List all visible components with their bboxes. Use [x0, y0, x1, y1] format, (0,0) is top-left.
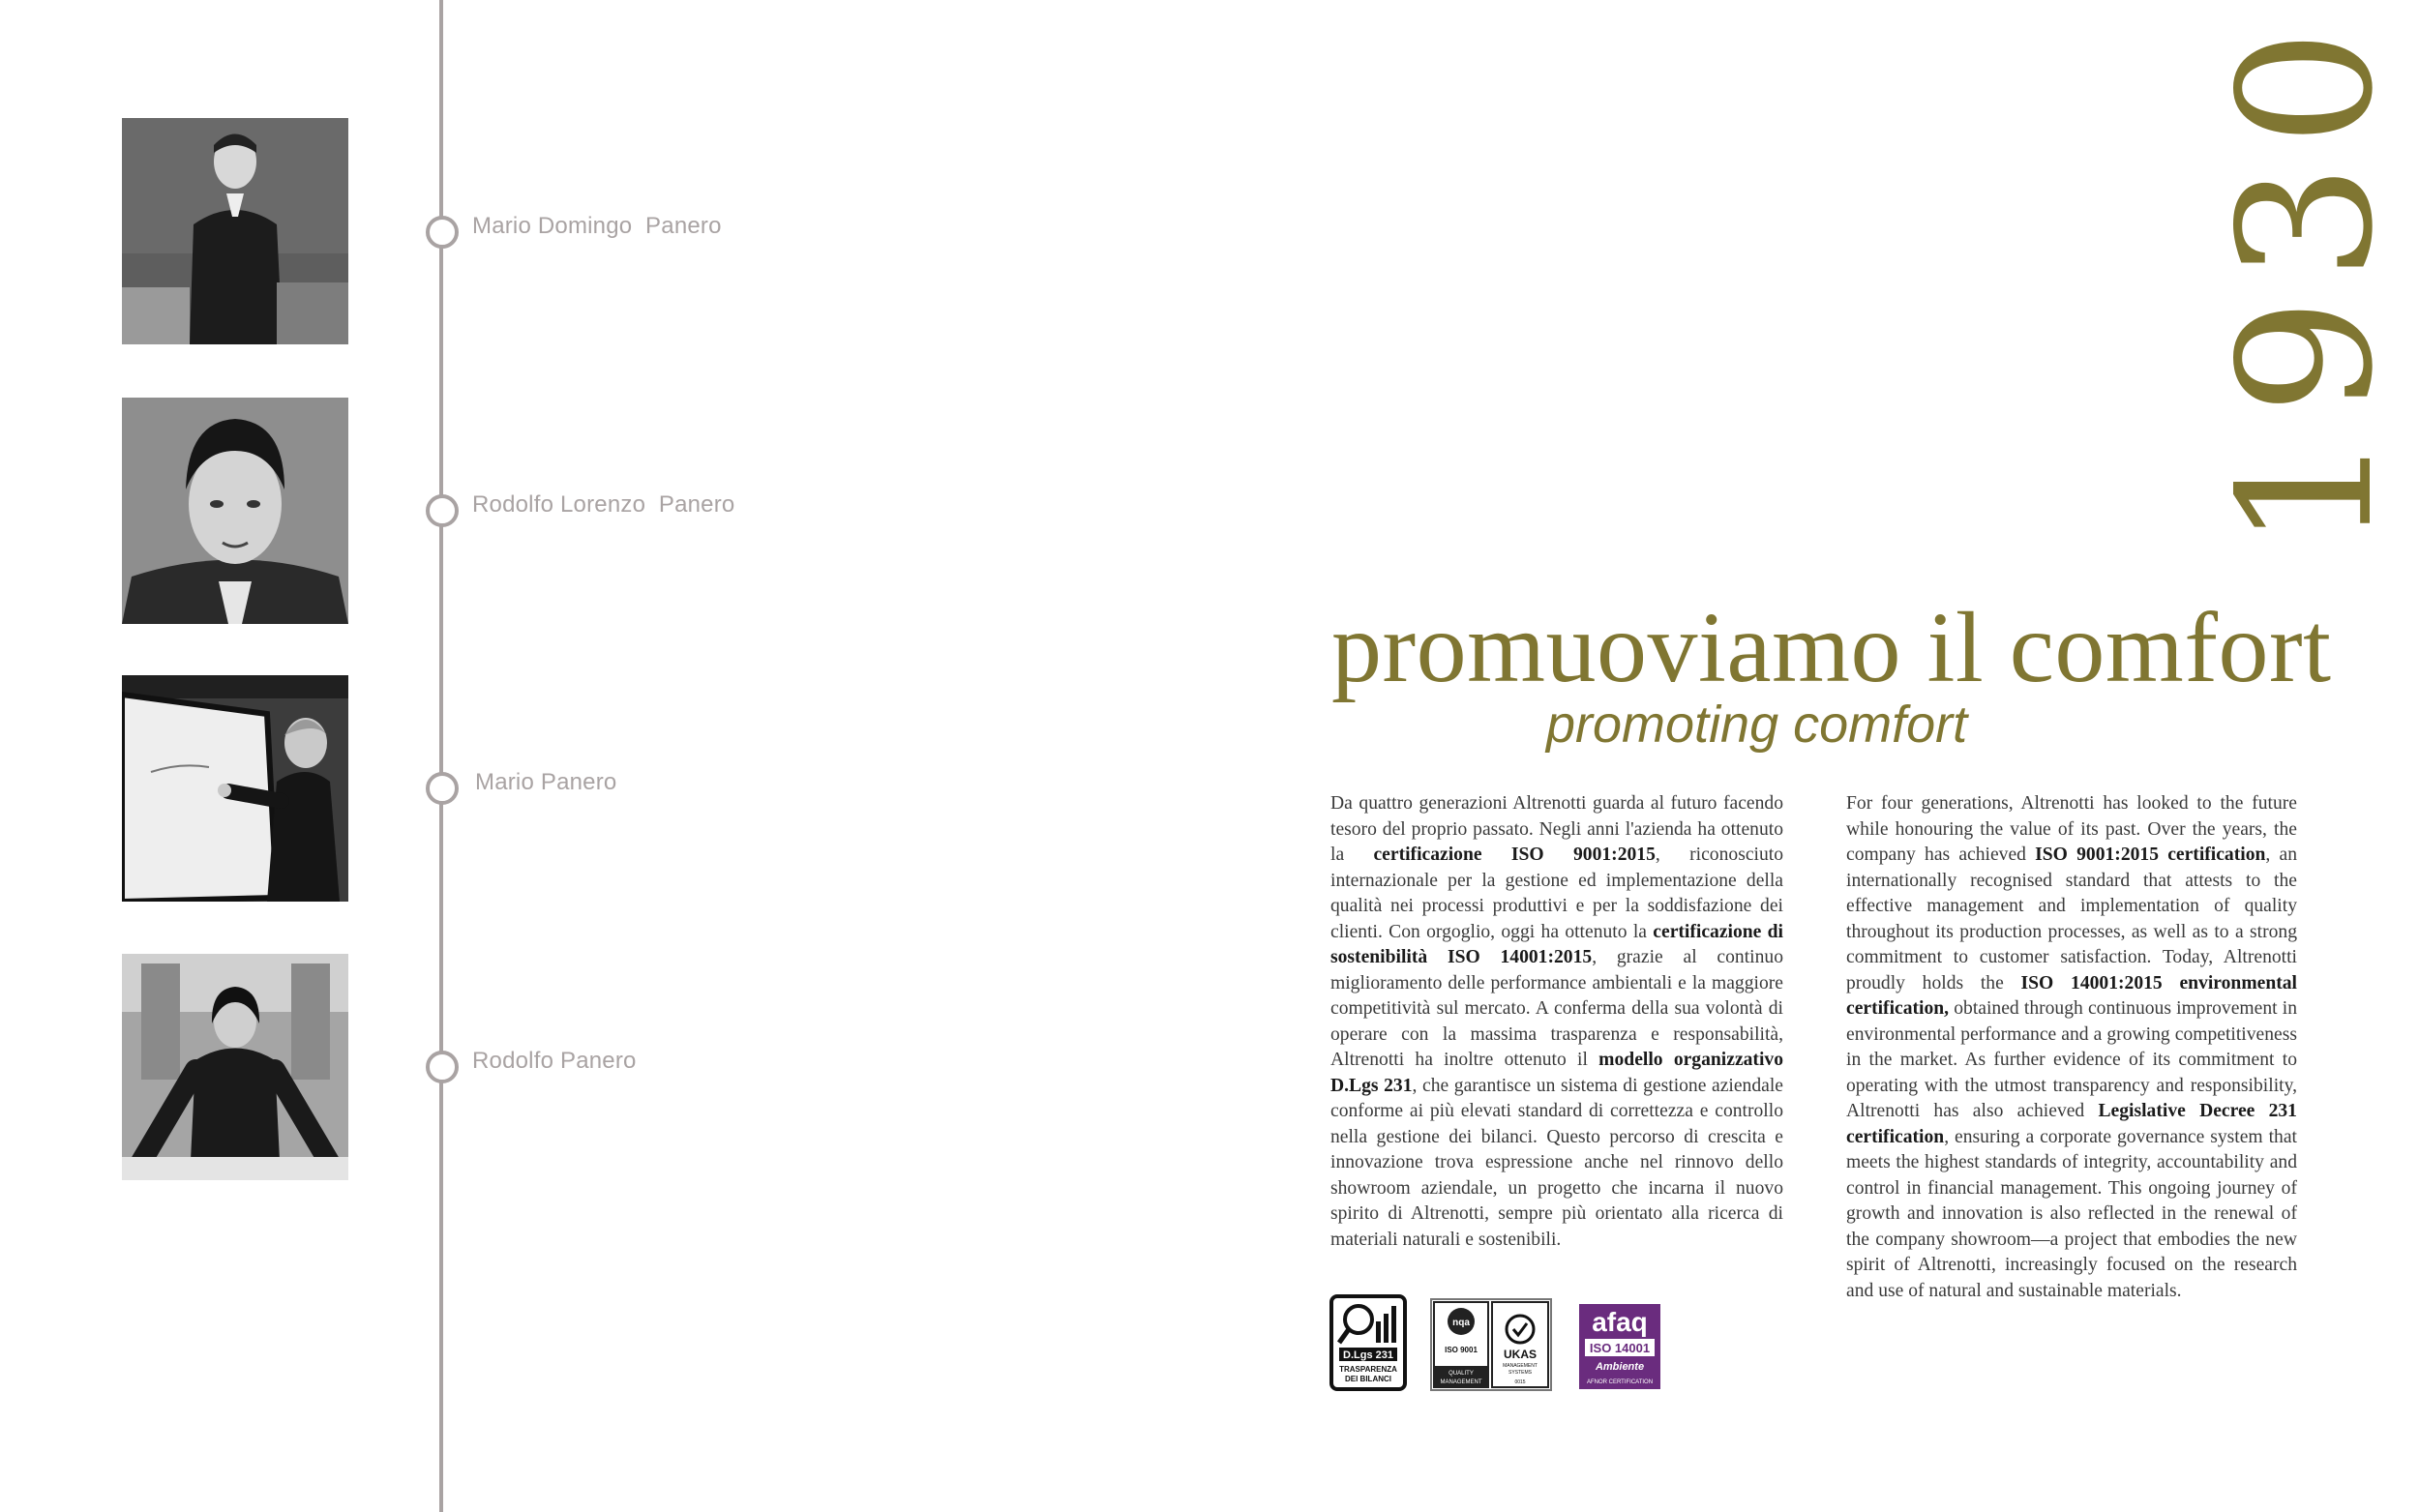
svg-text:MANAGEMENT: MANAGEMENT [1503, 1363, 1538, 1369]
svg-text:afaq: afaq [1592, 1307, 1648, 1337]
page-title: promuoviamo il comfort [1331, 592, 2332, 703]
svg-text:AFNOR CERTIFICATION: AFNOR CERTIFICATION [1586, 1379, 1654, 1385]
nqa-iso9001-logo [1430, 1298, 1552, 1391]
year-label [2200, 0, 2413, 571]
photo-mario-panero [122, 675, 348, 902]
photo-rodolfo-panero [122, 954, 348, 1180]
timeline-dot [426, 772, 459, 805]
svg-text:TRASPARENZA: TRASPARENZA [1339, 1365, 1397, 1374]
person-name: Rodolfo Lorenzo Panero [472, 491, 735, 518]
timeline-dot [426, 494, 459, 527]
svg-text:MANAGEMENT: MANAGEMENT [1440, 1379, 1482, 1385]
svg-text:D.Lgs 231: D.Lgs 231 [1343, 1349, 1393, 1361]
afaq-iso14001-logo [1579, 1304, 1660, 1389]
svg-text:0015: 0015 [1514, 1379, 1526, 1385]
photo-rodolfo-lorenzo-panero [122, 398, 348, 624]
dlgs-231-logo [1329, 1294, 1407, 1391]
svg-text:nqa: nqa [1452, 1318, 1470, 1328]
person-name: Rodolfo Panero [472, 1048, 637, 1074]
svg-text:ISO 14001: ISO 14001 [1589, 1341, 1651, 1355]
svg-text:ISO 9001: ISO 9001 [1445, 1346, 1478, 1354]
timeline-dot [426, 1051, 459, 1083]
year-text: 1930 [2199, 12, 2413, 549]
timeline-dot [426, 216, 459, 249]
person-name: Mario Domingo Panero [472, 213, 722, 239]
italian-paragraph: Da quattro generazioni Altrenotti guarda al futuro facendo tesoro del proprio passato. Negli anni l'azienda ha ottenuto la certificazione ISO 9001:2015, riconosciuto internazionale per la gestione ed implementazione della qualità nei processi produttivi e per la soddisfazione dei clienti. Con orgoglio, oggi ha ottenuto la certificazione di sostenibilità ISO 14001:2015, grazie al continuo miglioramento delle performance ambientali e la maggiore competitività sul mercato. A conferma della sua volontà di operare con la massima trasparenza e responsabilità, Altrenotti ha inoltre ottenuto il modello organizzativo D.Lgs 231, che garantisce un sistema di gestione aziendale conforme ai più elevati standard di correttezza e controllo nella gestione dei bilanci. Questo percorso di crescita e innovazione trova espressione anche nel rinnovo dello showroom aziendale, un progetto che incarna il nuovo spirito di Altrenotti, sempre più orientato alla ricerca di materiali naturali e sostenibili. [1330, 793, 1783, 1250]
svg-text:DEI BILANCI: DEI BILANCI [1345, 1375, 1391, 1383]
svg-text:UKAS: UKAS [1503, 1348, 1538, 1361]
svg-text:Ambiente: Ambiente [1595, 1361, 1645, 1373]
svg-text:SYSTEMS: SYSTEMS [1508, 1370, 1532, 1376]
english-paragraph: For four generations, Altrenotti has looked to the future while honouring the value of its past. Over the years, the company has achieved ISO 9001:2015 certification, an internationally recognised standard that attests to the effective management and implementation of quality throughout its production processes, as well as to a strong commitment to customer satisfaction. Today, Altrenotti proudly holds the ISO 14001:2015 environmental certification, obtained through continuous improvement in environmental performance and a growing competitiveness in the market. As further evidence of its commitment to operating with the utmost transparency and responsibility, Altrenotti has also achieved Legislative Decree 231 certification, ensuring a corporate governance system that meets the highest standards of integrity, accountability and control in financial management. This ongoing journey of growth and innovation is also reflected in the renewal of the company showroom—a project that embodies the new spirit of Altrenotti, increasingly focused on the research and use of natural and sustainable materials. [1846, 793, 2297, 1301]
page-subtitle: promoting comfort [1546, 696, 1968, 754]
svg-text:QUALITY: QUALITY [1448, 1371, 1474, 1377]
photo-mario-domingo-panero [122, 118, 348, 344]
person-name: Mario Panero [475, 769, 617, 795]
